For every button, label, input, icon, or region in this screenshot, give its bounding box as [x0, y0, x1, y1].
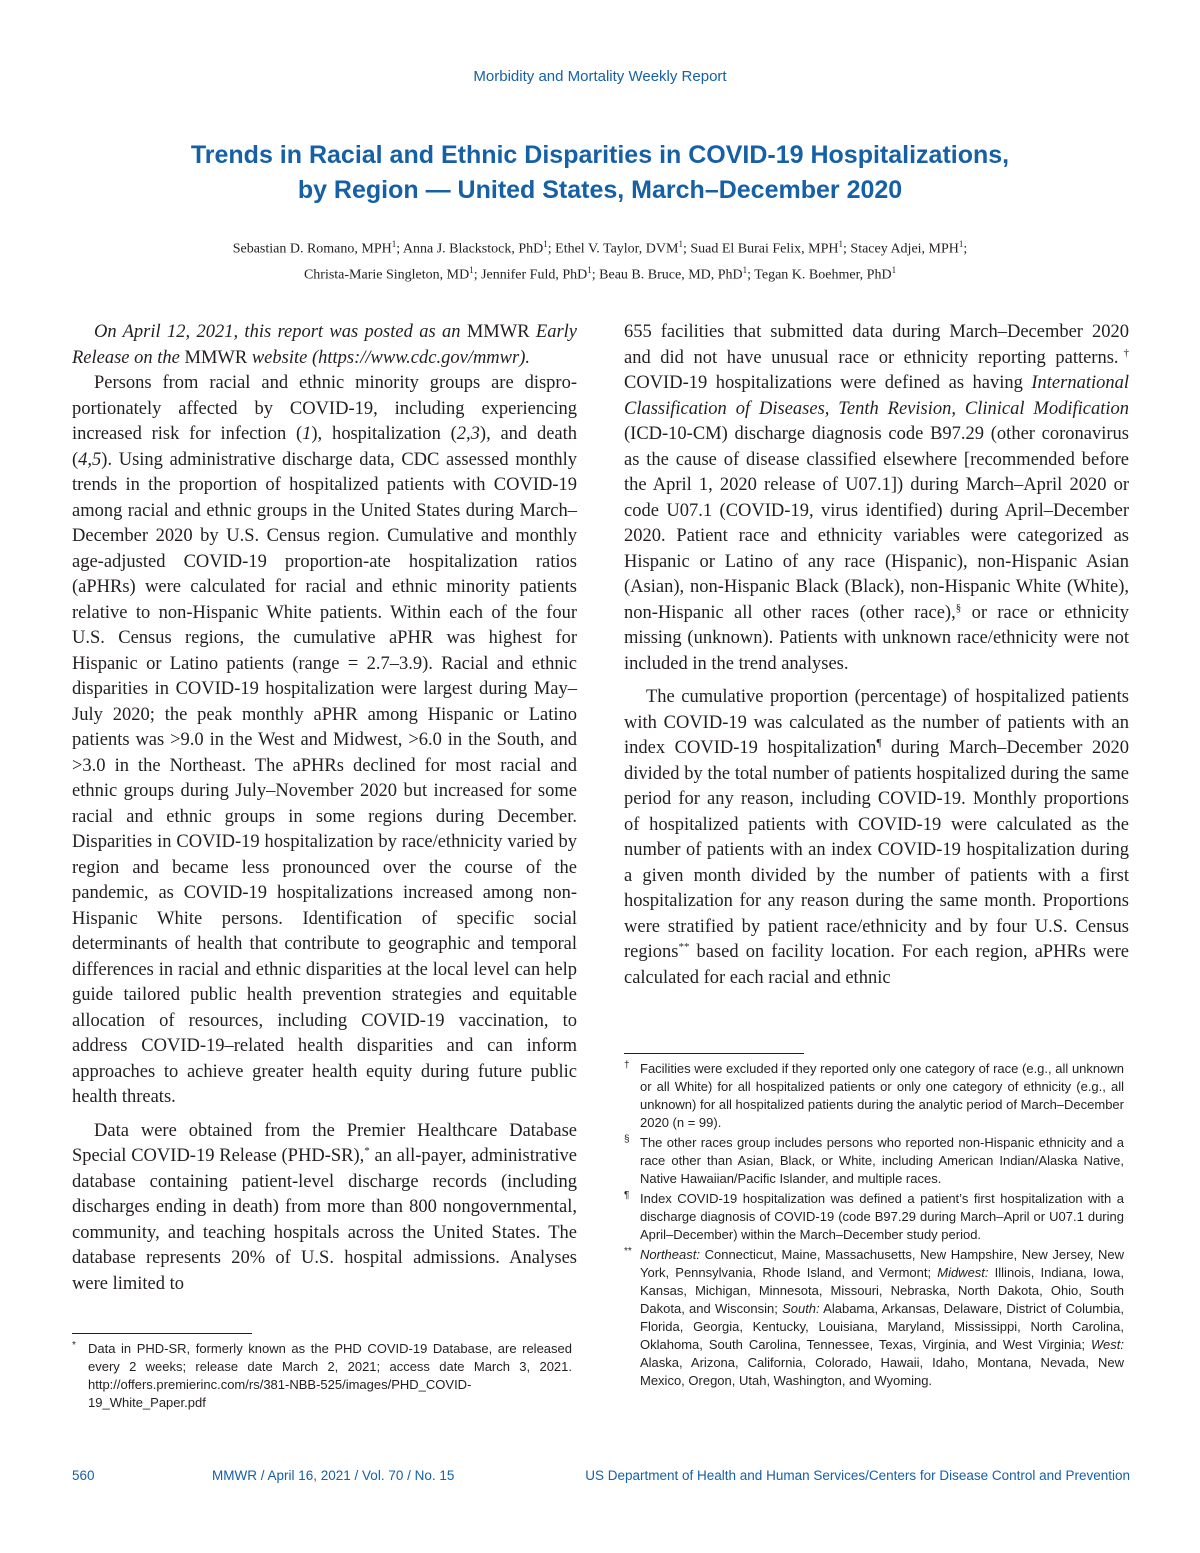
affiliation-marker: 1: [838, 239, 844, 249]
affiliation-marker: 1: [543, 239, 548, 249]
footnote-mark: ¶: [624, 1190, 630, 1201]
footnote-mark: *: [72, 1340, 76, 1351]
author-name: Suad El Burai Felix, MPH: [690, 241, 839, 257]
reference-2-3[interactable]: 2,3: [456, 424, 480, 444]
footnotes-right: [624, 1053, 1124, 1392]
author-name: Ethel V. Taylor, DVM: [555, 241, 679, 257]
footnotes-left: [72, 1333, 572, 1414]
authors-line-2: Christa-Marie Singleton, $MD^1$; Jennifer Fuld, PhD$^1$; Beau B. Bruce, MD, PhD$^1$; Tegan K. Boehmer, PhD$^1$: [303, 264, 897, 283]
author-name: Beau B. Bruce, MD, PhD: [599, 267, 743, 283]
article-title: [90, 138, 1110, 208]
author-name: Sebastian D. Romano, MPH: [232, 241, 392, 257]
citation: MMWR / April 16, 2021 / Vol. 70 / No. 15: [212, 1468, 455, 1483]
author-name: Stacey Adjei, MPH: [850, 241, 959, 257]
footnote-text: Facilities were excluded if they reported only one category of race (e.g., all unknown or all White) for all hospitalized patients or only one category of ethnicity (e.g., all unknown) for all hospitalized patients during the analytic period of March–December 2020 (n = 99).: [640, 1061, 1124, 1130]
footnote-rule: [72, 1333, 252, 1334]
footnote-text: The other races group includes persons who reported non-Hispanic ethnicity and a race other than Asian, Black, or White, including American Indian/Alaska Native, Native Hawaiian/Pacific Islander, and multiple races.: [640, 1135, 1124, 1186]
footnote-marker[interactable]: **: [678, 940, 690, 953]
left-column: [72, 320, 577, 1297]
footnote-mark: †: [624, 1060, 630, 1071]
affiliation-marker: 1: [742, 264, 748, 275]
early-release-note: On April 12, 2021, this report was posted as an MMWR Early Release on the MMWR website (https://www.cdc.gov/mmwr).: [72, 322, 577, 368]
affiliation-marker: 1: [469, 264, 474, 275]
reference-4-5[interactable]: 4,5: [78, 449, 102, 470]
title-line-1: Trends in Racial and Ethnic Disparities in COVID-19 Hospitalizations,: [190, 141, 1010, 169]
footnote: [624, 1060, 1124, 1132]
affiliation-marker: 1: [678, 239, 683, 249]
journal-name: Morbidity and Mortality Weekly Report: [473, 68, 727, 85]
abstract-paragraph: Persons from racial and ethnic minority groups are dispro-portionately affected by COVID-19, including experiencing increased risk for infection (1), hospitalization (2,3), and death (4,5). Using administrative discharge data, CDC assessed monthly trends in the proportion of hospitalized patients with COVID-19 among racial and ethnic groups in the United States during March–December 2020 by U.S. Census region. Cumulative and monthly age-adjusted COVID-19 proportion-ate hospitalization ratios (aPHRs) were calculated for racial and ethnic minority patients relative to non-Hispanic White patients. Within each of the four U.S. Census regions, the cumulative aPHR was highest for Hispanic or Latino patients (range = 2.7–3.9). Racial and ethnic disparities in COVID-19 hospitalization were largest during May–July 2020; the peak monthly aPHR among Hispanic or Latino patients was >9.0 in the West and Midwest, >6.0 in the South, and >3.0 in the Northeast. The aPHRs declined for most racial and ethnic groups during July–November 2020 but increased for some racial and ethnic groups in some regions during December. Disparities in COVID-19 hospitalization by race/ethnicity varied by region and became less pronounced over the course of the pandemic, as COVID-19 hospitalizations increased among non-Hispanic White persons. Identification of specific social determinants of health that contribute to geographic and temporal differences in racial and ethnic disparities at the local level can help guide tailored public health prevention strategies and equitable allocation of resources, including COVID-19 vaccination, to address COVID-19–related health disparities and can inform approaches to achieve greater health equity during future public health threats.: [72, 373, 578, 1107]
affiliation-marker: 1: [891, 264, 897, 275]
right-column: [624, 320, 1129, 991]
affiliation-marker: 1: [391, 239, 397, 249]
analysis-paragraph: The cumulative proportion (percentage) of hospitalized patients with COVID-19 was calculated as the number of patients with an index COVID-19 hospitalization¶ during March–December 2020 divided by the total number of patients hospitalized during the same period for any reason, including COVID-19. Monthly proportions of hospitalized patients with COVID-19 were calculated as the number of patients with an index COVID-19 hospitalization during a given month divided by the number of patients with a first hospitalization for any reason during the same month. Proportions were stratified by patient race/ethnicity and by four U.S. Census regions** based on facility location. For each region, aPHRs were calculated for each racial and ethnic: [624, 687, 1130, 988]
affiliation-marker: 1: [587, 264, 592, 275]
footnote-mark: §: [624, 1134, 630, 1145]
footnote-rule: [624, 1053, 804, 1054]
footnote-mark: **: [624, 1246, 632, 1257]
footnote-marker[interactable]: †: [1118, 346, 1130, 359]
footnote-census-regions: ** Northeast: Connecticut, Maine, Massachusetts, New Hampshire, New Jersey, New York, Pennsylvania, Rhode Island, and Vermont; Midwest: Illinois, Indiana, Iowa, Kansas, Michigan, Minnesota, Missouri, Nebraska, North Dakota, Ohio, South Dakota, and Wisconsin; South: Alabama, Arkansas, Delaware, District of Columbia, Florida, Georgia, Kentucky, Louisiana, Maryland, Mississippi, North Carolina, Oklahoma, South Carolina, Tennessee, Texas, Virginia, and West Virginia; West: Alaska, Arizona, California, Colorado, Hawaii, Idaho, Montana, Nevada, New Mexico, Oregon, Utah, Washington, and Wyoming.: [624, 1246, 1124, 1390]
footnote-text: Index COVID-19 hospitalization was defined a patient’s first hospitalization with a discharge diagnosis of COVID-19 (code B97.29 during March–April or U07.1 during April–December) within the March–December study period.: [640, 1191, 1124, 1242]
footnote-marker[interactable]: ¶: [876, 736, 882, 749]
author-name: Christa-Marie Singleton, MD: [303, 267, 470, 283]
footnote: [72, 1340, 572, 1412]
author-name: Anna J. Blackstock, PhD: [402, 241, 544, 257]
department: US Department of Health and Human Services/Centers for Disease Control and Prevention: [585, 1468, 1130, 1483]
footnote-marker[interactable]: §: [955, 601, 962, 614]
affiliation-marker: 1: [958, 239, 964, 249]
author-list: [90, 234, 1110, 285]
reference-1[interactable]: 1: [302, 424, 312, 444]
page-number: 560: [72, 1468, 95, 1483]
methods-continued-paragraph: 655 facilities that submitted data during March–December 2020 and did not have unusual race or ethnicity reporting patterns.† COVID-19 hospitalizations were defined as having International Classification of Diseases, Tenth Revision, Clinical Modification (ICD-10-CM) discharge diagnosis code B97.29 (other coronavirus as the cause of disease classified elsewhere [recommended before the April 1, 2020 release of U07.1]) during March–April 2020 or code U07.1 (COVID-19, virus identified) during April–December 2020. Patient race and ethnicity variables were categorized as Hispanic or Latino of any race (Hispanic), non-Hispanic Asian (Asian), non-Hispanic Black (Black), non-Hispanic White (White), non-Hispanic all other races (other race),§ or race or ethnicity missing (unknown). Patients with unknown race/ethnicity were not included in the trend analyses.: [624, 322, 1130, 674]
authors-line-1: Sebastian D. Romano, MPH$^1$; Anna J. Blackstock, PhD$^1$; Ethel V. Taylor, DVM$^1$; Suad El Burai Felix, MPH$^1$; Stacey Adjei, MPH$^1$;: [232, 239, 968, 257]
footnote-text: Data in PHD-SR, formerly known as the PHD COVID-19 Database, are released every 2 weeks; release date March 2, 2021; access date March 3, 2021. http://offers.premierinc.com/rs/381-NBB-525/images/PHD_COVID-19_White_Paper.pdf: [88, 1341, 572, 1410]
title-line-2: by Region — United States, March–December 2020: [297, 176, 903, 204]
author-name: Jennifer Fuld, PhD: [481, 267, 588, 283]
footnote: [624, 1190, 1124, 1244]
methods-paragraph: Data were obtained from the Premier Healthcare Database Special COVID-19 Release (PHD-SR),* an all-payer, administrative database containing patient-level discharge records (including discharges ending in death) from more than 800 nongovernmental, community, and teaching hospitals across the United States. The database represents 20% of U.S. hospital admissions. Analyses were limited to: [72, 1120, 577, 1294]
footnote-marker[interactable]: *: [364, 1144, 370, 1157]
author-name: Tegan K. Boehmer, PhD: [754, 267, 892, 283]
footnote: [624, 1134, 1124, 1188]
